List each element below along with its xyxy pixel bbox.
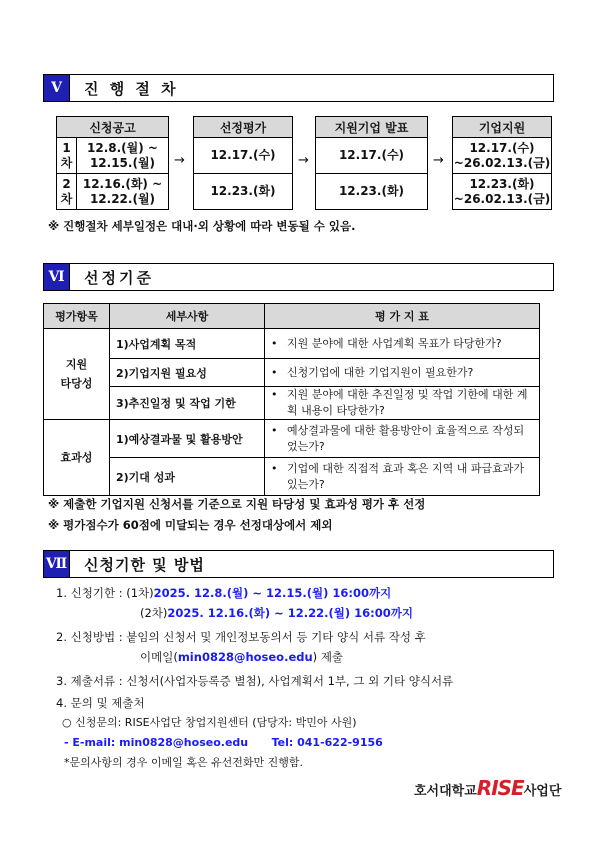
round-label: 2 차: [57, 174, 77, 209]
docs-line: 3. 제출서류 : 신청서(사업자등록증 별첨), 사업계획서 1부, 그 외 기타 양식서류: [56, 674, 454, 688]
support-date: 12.17.(수) ~26.02.13.(금): [453, 138, 551, 174]
process-note: ※ 진행절차 세부일정은 대내·외 상황에 따라 변동될 수 있음.: [48, 219, 356, 233]
round-label: 1 차: [57, 138, 77, 173]
indicator-cell: • 기업에 대한 직접적 효과 혹은 지역 내 파급효과가 있는가?: [265, 458, 540, 496]
eval-date: 12.23.(화): [210, 184, 276, 198]
contact-email[interactable]: - E-mail: min0828@hoseo.edu: [64, 736, 249, 749]
arrow-icon: →: [174, 153, 185, 168]
email-link[interactable]: min0828@hoseo.edu: [177, 650, 313, 664]
section-title: 선정기준: [70, 263, 554, 291]
step-header: 신청공고: [57, 117, 168, 138]
step-announce-box: [315, 116, 428, 210]
category-cell: 효과성: [44, 420, 110, 496]
section-number: Ⅶ: [43, 550, 70, 578]
method-email-line: 이메일(min0828@hoseo.edu) 제출: [140, 650, 344, 664]
step-header: 선정평가: [194, 117, 292, 138]
announce-date: 12.23.(화): [338, 184, 405, 198]
contact-note: *문의사항의 경우 이메일 혹은 유선전화만 진행함.: [64, 756, 303, 769]
criteria-note: ※ 평가점수가 60점에 미달되는 경우 선정대상에서 제외: [48, 518, 333, 532]
support-date: 12.23.(화) ~26.02.13.(금): [453, 176, 551, 206]
section-number: Ⅴ: [43, 74, 70, 102]
section-number: Ⅵ: [43, 263, 70, 291]
notice-date: 12.16.(화) ~ 12.22.(월): [82, 176, 163, 206]
item-cell: 2)기대 성과: [110, 458, 265, 496]
round2-deadline: 2025. 12.16.(화) ~ 12.22.(월) 16:00까지: [167, 606, 413, 620]
contact-line: ○ 신청문의: RISE사업단 창업지원센터 (담당자: 박민아 사원): [62, 716, 357, 729]
logo-rise: RISE: [476, 776, 524, 800]
table-row: [44, 387, 540, 420]
table-row: [44, 329, 540, 359]
category-cell: 지원 타당성: [44, 329, 110, 420]
indicator-cell: • 지원 분야에 대한 추진일정 및 작업 기한에 대한 계획 내용이 타당한가?: [265, 387, 540, 420]
contact-title: 4. 문의 및 제출처: [56, 696, 145, 710]
table-row: [44, 420, 540, 458]
notice-date: 12.8.(월) ~ 12.15.(월): [87, 140, 158, 170]
round1-deadline: 2025. 12.8.(월) ~ 12.15.(월) 16:00까지: [153, 586, 392, 600]
criteria-table: [43, 303, 540, 496]
table-header-row: [44, 304, 540, 329]
step-notice-box: [56, 116, 169, 210]
table-row: [44, 458, 540, 496]
step-header: 지원기업 발표: [316, 117, 427, 138]
logo-text: 사업단: [523, 784, 562, 799]
indicator-cell: • 신청기업에 대한 기업지원이 필요한가?: [265, 359, 540, 387]
item-cell: 1)예상결과물 및 활용방안: [110, 420, 265, 458]
item-cell: 2)기업지원 필요성: [110, 359, 265, 387]
col-header: 평가항목: [44, 304, 110, 329]
step-support-box: [452, 116, 552, 210]
col-header: 세부사항: [110, 304, 265, 329]
method-line: 2. 신청방법 : 붙임의 신청서 및 개인정보동의서 등 기타 양식 서류 작성 후: [56, 630, 426, 644]
arrow-icon: →: [433, 153, 444, 168]
hoseo-rise-logo: [414, 776, 561, 800]
deadline-line: 1. 신청기한 : (1차)2025. 12.8.(월) ~ 12.15.(월) 16:00까지: [56, 586, 392, 600]
indicator-cell: • 예상결과물에 대한 활용방안이 효율적으로 작성되었는가?: [265, 420, 540, 458]
eval-date: 12.17.(수): [194, 138, 292, 174]
indicator-cell: • 지원 분야에 대한 사업계획 목표가 타당한가?: [265, 329, 540, 359]
contact-tel[interactable]: Tel: 041-622-9156: [271, 736, 383, 749]
apply-list: [56, 583, 453, 773]
col-header: 평 가 지 표: [265, 304, 540, 329]
logo-text: 호서대학교: [414, 784, 477, 799]
deadline-line-2: (2차)2025. 12.16.(화) ~ 12.22.(월) 16:00까지: [140, 606, 413, 620]
section-5-header: [43, 74, 554, 102]
announce-date: 12.17.(수): [316, 138, 427, 174]
section-7-header: [43, 550, 554, 578]
table-row: [44, 359, 540, 387]
contact-email-tel: [56, 733, 453, 753]
section-title: 진 행 절 차: [70, 74, 554, 102]
item-cell: 3)추진일정 및 작업 기한: [110, 387, 265, 420]
section-6-header: [43, 263, 554, 291]
section-title: 신청기한 및 방법: [70, 550, 554, 578]
step-header: 기업지원: [453, 117, 551, 138]
criteria-note: ※ 제출한 기업지원 신청서를 기준으로 지원 타당성 및 효과성 평가 후 선정: [48, 497, 426, 511]
arrow-icon: →: [298, 153, 309, 168]
step-eval-box: [193, 116, 293, 210]
item-cell: 1)사업계획 목적: [110, 329, 265, 359]
